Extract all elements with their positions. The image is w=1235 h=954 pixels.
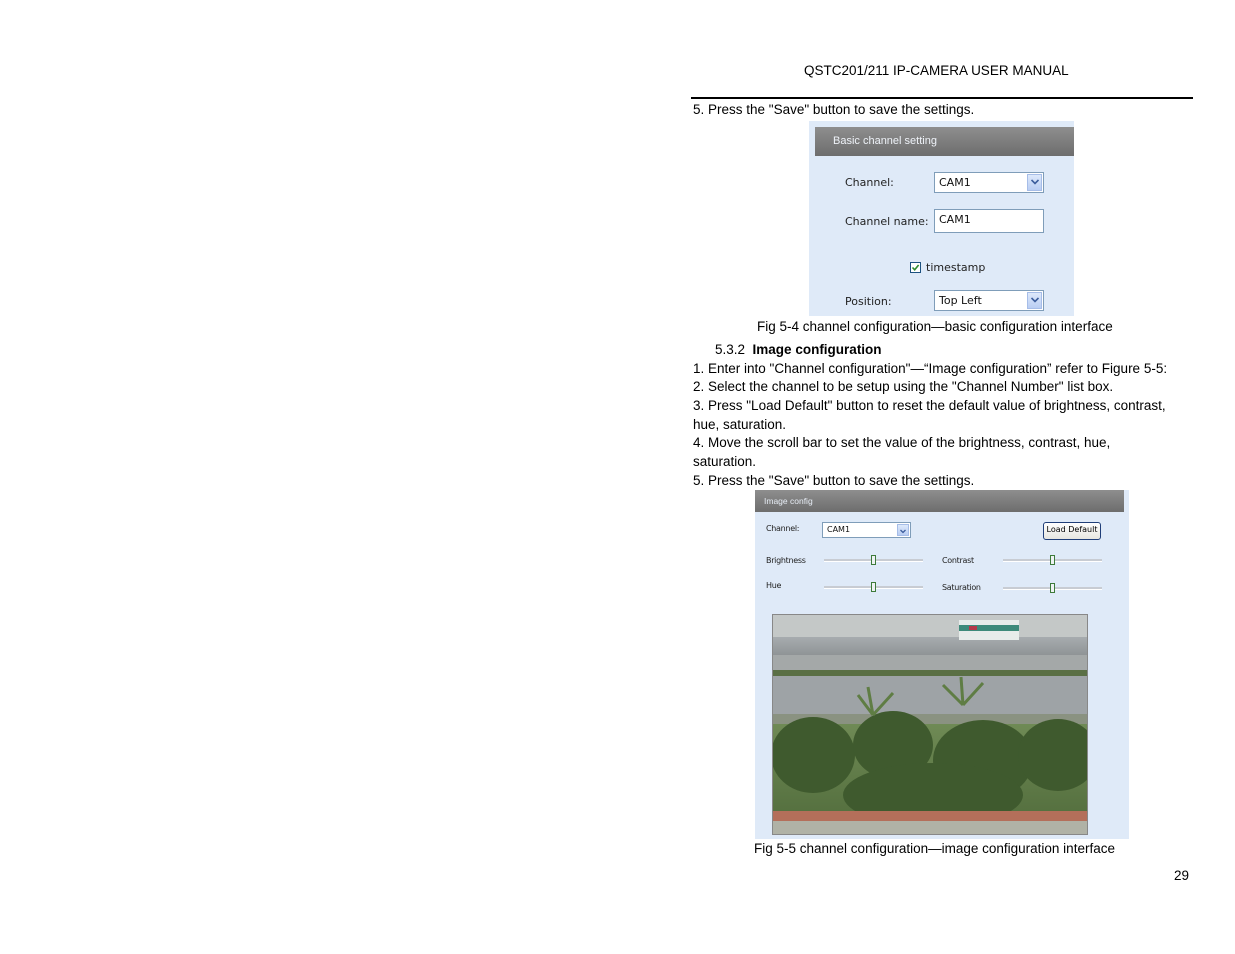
basic-channel-setting-panel: [809, 121, 1074, 316]
channel-select-value: CAM1: [827, 525, 851, 534]
position-select-value: Top Left: [939, 294, 982, 307]
chevron-down-icon[interactable]: [1027, 174, 1042, 191]
section-number: 5.3.2: [715, 342, 746, 357]
figure-caption: Fig 5-4 channel configuration—basic configuration interface: [757, 319, 1113, 334]
timestamp-label: timestamp: [926, 261, 986, 274]
step-text: 5. Press the "Save" button to save the settings.: [693, 473, 975, 488]
hue-slider[interactable]: [824, 582, 923, 592]
step-text: 2. Select the channel to be setup using the "Channel Number" list box.: [693, 379, 1114, 394]
brightness-slider[interactable]: [824, 555, 923, 565]
position-select[interactable]: [934, 290, 1044, 311]
hue-label: Hue: [766, 581, 782, 590]
saturation-slider[interactable]: [1003, 583, 1102, 593]
section-title: Image configuration: [752, 342, 882, 357]
step-text: 5. Press the "Save" button to save the settings.: [693, 102, 975, 117]
saturation-label: Saturation: [942, 583, 981, 592]
contrast-label: Contrast: [942, 556, 974, 565]
channel-label: Channel:: [766, 524, 800, 533]
panel-title: Basic channel setting: [815, 127, 1074, 156]
channel-name-label: Channel name:: [845, 215, 929, 228]
step-text: 1. Enter into "Channel configuration"—“Image configuration” refer to Figure 5-5:: [693, 361, 1168, 376]
channel-select[interactable]: [822, 522, 911, 538]
channel-name-input[interactable]: CAM1: [934, 209, 1044, 233]
camera-scene-image: [773, 615, 1088, 835]
checkmark-icon: [911, 263, 920, 272]
chevron-down-icon[interactable]: [1027, 292, 1042, 309]
image-config-panel: [755, 490, 1129, 839]
section-heading: [715, 341, 882, 359]
video-preview: [772, 614, 1088, 835]
figure-caption: Fig 5-5 channel configuration—image configuration interface: [754, 841, 1115, 856]
step-text: 4. Move the scroll bar to set the value of the brightness, contrast, hue,: [693, 435, 1111, 450]
load-default-button[interactable]: Load Default: [1043, 522, 1101, 540]
channel-select-value: CAM1: [939, 176, 971, 189]
channel-select[interactable]: [934, 172, 1044, 193]
slider-thumb[interactable]: [871, 582, 876, 592]
channel-label: Channel:: [845, 176, 894, 189]
step-text: 3. Press "Load Default" button to reset the default value of brightness, contrast,: [693, 398, 1166, 413]
timestamp-checkbox[interactable]: [910, 262, 921, 273]
panel-title: Image config: [755, 490, 1124, 512]
running-header: QSTC201/211 IP-CAMERA USER MANUAL: [804, 63, 1069, 78]
position-label: Position:: [845, 295, 892, 308]
slider-thumb[interactable]: [1050, 555, 1055, 565]
brightness-label: Brightness: [766, 556, 806, 565]
step-text: hue, saturation.: [693, 417, 787, 432]
slider-thumb[interactable]: [871, 555, 876, 565]
contrast-slider[interactable]: [1003, 555, 1102, 565]
slider-thumb[interactable]: [1050, 583, 1055, 593]
chevron-down-icon[interactable]: [897, 524, 909, 536]
page-number: 29: [1174, 868, 1190, 883]
header-rule: [691, 97, 1193, 99]
step-text: saturation.: [693, 454, 757, 469]
